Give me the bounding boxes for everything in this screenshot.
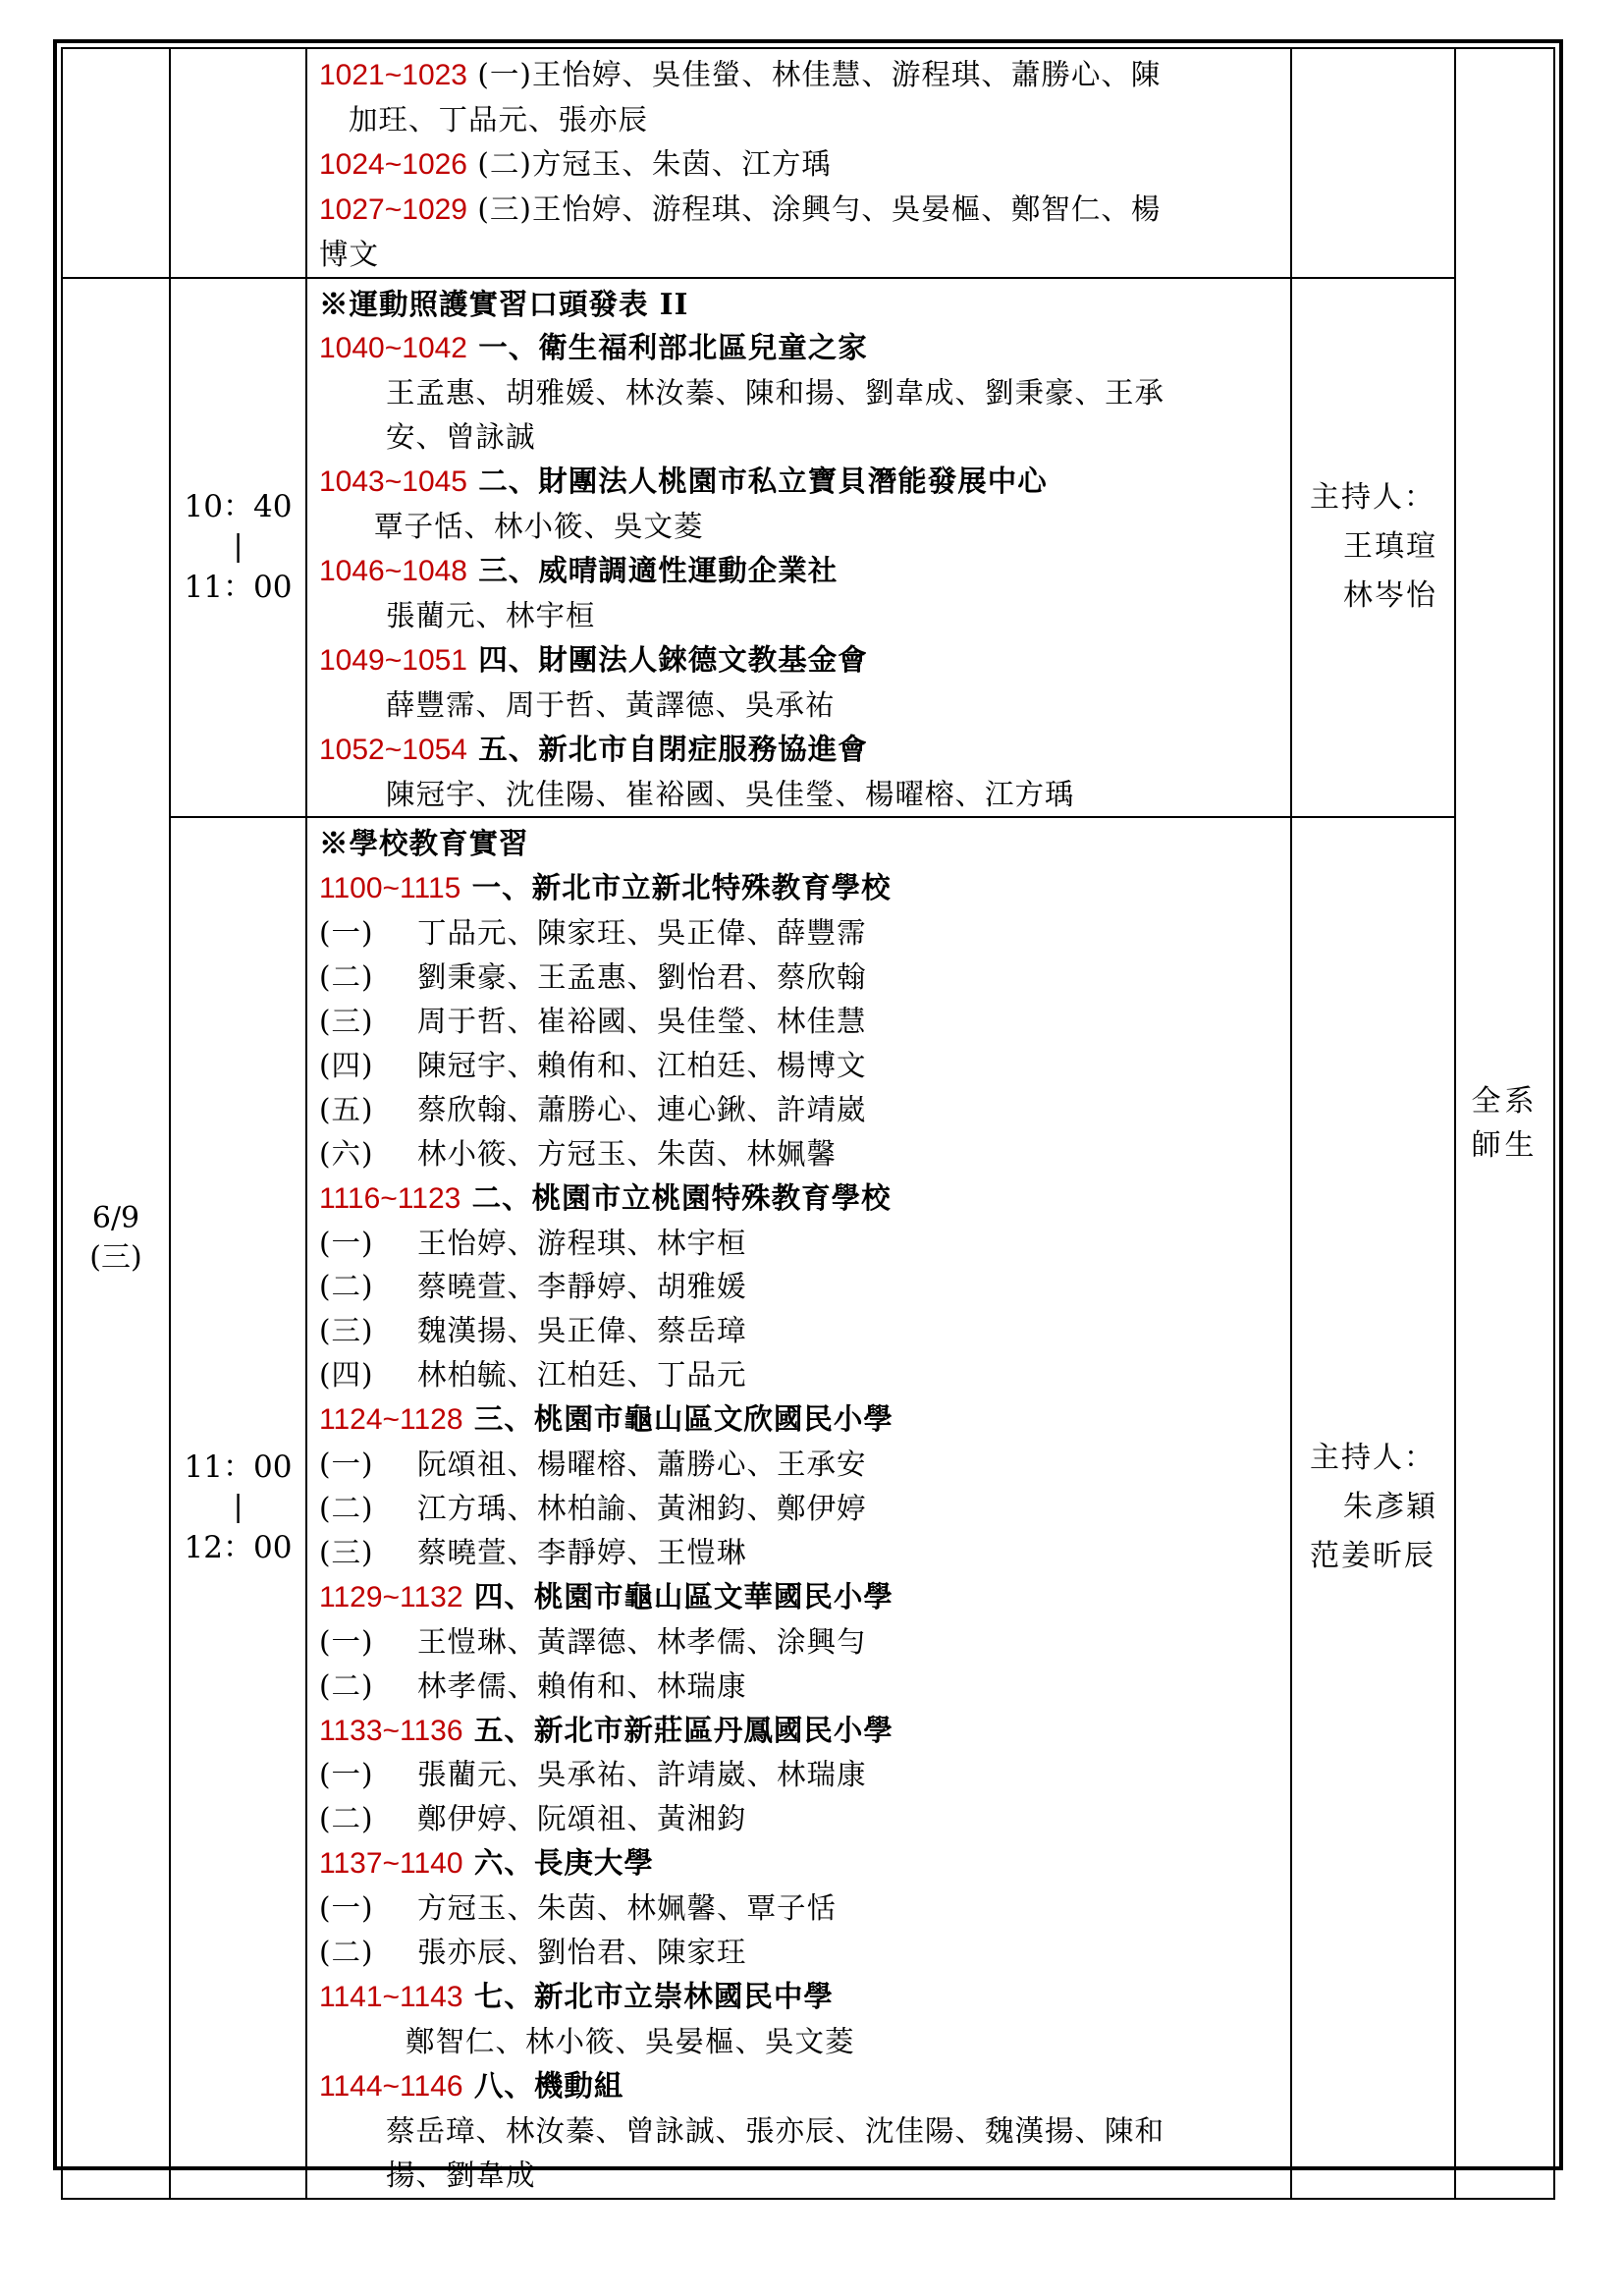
group-names: (二)方冠玉、朱茵、江方瑀: [467, 146, 832, 181]
presentation-code: 1144~1146: [319, 2069, 463, 2103]
content-cell: [306, 817, 1291, 2198]
group-names: 蔡欣翰、蕭勝心、連心鍬、許靖崴: [417, 1092, 867, 1126]
member-names: 陳冠宇、沈佳陽、崔裕國、吳佳瑩、楊曜榕、江方瑀: [386, 777, 1075, 811]
org-title: 五、新北市自閉症服務協進會: [467, 731, 868, 766]
presentation-code: 1021~1023: [319, 59, 467, 91]
group-names: 丁品元、陳家玨、吳正偉、薛豐霈: [417, 916, 867, 951]
group-label: (二): [319, 1270, 374, 1304]
group-label: (二): [319, 1492, 374, 1525]
time-separator: |: [233, 1490, 244, 1525]
group-names: 加玨、丁品元、張亦辰: [349, 102, 649, 137]
host-label: 主持人：: [1310, 480, 1435, 516]
host-cell-empty: [1291, 48, 1455, 278]
member-names: 揚、劉韋成: [386, 2158, 536, 2192]
group-names: 林柏毓、江柏廷、丁品元: [417, 1358, 747, 1393]
participants-line: 全系: [1471, 1083, 1539, 1119]
school-title: 二、桃園市立桃園特殊教育學校: [460, 1179, 892, 1215]
member-names: 王孟惠、胡雅媛、林汝蓁、陳和揚、劉韋成、劉秉豪、王承: [386, 376, 1165, 410]
presentation-code: 1040~1042: [319, 332, 467, 365]
schedule-row: [62, 817, 1554, 2198]
org-title: 一、衛生福利部北區兒童之家: [467, 330, 868, 365]
presentation-code: 1046~1048: [319, 554, 467, 587]
group-label: (一): [319, 1226, 374, 1260]
member-names: 薛豐霈、周于哲、黃譯德、吳承祐: [386, 687, 836, 722]
schedule-sheet: [53, 39, 1563, 2192]
presentation-code: 1024~1026: [319, 147, 467, 181]
time-cell: [170, 817, 306, 2198]
group-label: (一): [319, 1758, 374, 1792]
host-name: 朱彥穎: [1343, 1490, 1437, 1525]
participants-cell: [1455, 48, 1554, 2199]
presentation-code: 1100~1115: [319, 872, 461, 905]
group-names: (一)王怡婷、吳佳螢、林佳慧、游程琪、蕭勝心、陳: [467, 58, 1162, 91]
date-cell-empty: [62, 48, 170, 278]
group-label: (一): [319, 1448, 374, 1482]
presentation-code: 1141~1143: [319, 1980, 463, 2013]
date-cell: [62, 278, 170, 2199]
group-label: (三): [319, 1535, 374, 1569]
presentation-code: 1124~1128: [319, 1403, 463, 1437]
presentation-code: 1137~1140: [319, 1847, 463, 1881]
org-title: 四、財團法人錸德文教基金會: [467, 641, 868, 677]
group-label: (三): [319, 1005, 374, 1039]
school-title: 三、桃園市龜山區文欣國民小學: [462, 1401, 893, 1437]
presentation-code: 1052~1054: [319, 733, 467, 766]
schedule-row: [62, 278, 1554, 818]
member-names: 覃子恬、林小筱、吳文菱: [374, 510, 704, 544]
group-label: (四): [319, 1358, 374, 1393]
host-name: 范姜昕辰: [1310, 1539, 1435, 1574]
time-start: 11：00: [184, 1449, 293, 1486]
group-names: 鄭伊婷、阮頌祖、黃湘鈞: [417, 1802, 747, 1836]
time-end: 11：00: [184, 570, 293, 606]
time-cell: [170, 278, 306, 818]
group-names: (三)王怡婷、游程琪、涂興勻、吳晏樞、鄭智仁、楊: [467, 191, 1162, 226]
content-cell: [306, 48, 1291, 278]
school-title: 四、桃園市龜山區文華國民小學: [462, 1578, 893, 1613]
time-start: 10：40: [184, 489, 293, 525]
date-label: 6/9: [91, 1200, 140, 1235]
presentation-code: 1027~1029: [319, 192, 467, 226]
group-names: 張亦辰、劉怡君、陳家玨: [417, 1936, 747, 1970]
group-label: (一): [319, 1891, 374, 1926]
weekday-label: (三): [89, 1239, 142, 1275]
member-names: 蔡岳璋、林汝蓁、曾詠誠、張亦辰、沈佳陽、魏漢揚、陳和: [386, 2113, 1165, 2148]
time-cell-empty: [170, 48, 306, 278]
group-names: 林孝儒、賴侑和、林瑞康: [417, 1668, 747, 1703]
host-label: 主持人：: [1310, 1441, 1435, 1476]
presentation-code: 1116~1123: [319, 1181, 461, 1215]
member-names: 安、曾詠誠: [386, 420, 536, 455]
group-label: (四): [319, 1048, 374, 1082]
time-separator: |: [233, 529, 244, 565]
group-names: 方冠玉、朱茵、林姵馨、覃子恬: [417, 1891, 838, 1926]
group-label: (六): [319, 1136, 374, 1171]
school-title: 六、長庚大學: [462, 1845, 654, 1881]
group-label: (二): [319, 1802, 374, 1836]
presentation-code: 1043~1045: [319, 465, 467, 499]
school-title: 八、機動組: [462, 2067, 624, 2103]
host-name: 王瑱瑄: [1343, 529, 1437, 565]
group-names: 陳冠宇、賴侑和、江柏廷、楊博文: [417, 1048, 867, 1082]
org-title: 二、財團法人桃園市私立寶貝潛能發展中心: [467, 464, 1048, 499]
presentation-code: 1133~1136: [319, 1714, 463, 1747]
group-names: 王愷琳、黃譯德、林孝儒、涂興勻: [417, 1624, 867, 1659]
member-names: 鄭智仁、林小筱、吳晏樞、吳文菱: [406, 2024, 855, 2058]
group-label: (三): [319, 1314, 374, 1348]
schedule-row: [62, 48, 1554, 278]
group-names: 林小筱、方冠玉、朱茵、林姵馨: [417, 1136, 838, 1171]
group-label: (五): [319, 1092, 374, 1126]
school-title: 七、新北市立崇林國民中學: [462, 1978, 834, 2013]
group-names: 魏漢揚、吳正偉、蔡岳璋: [417, 1314, 747, 1348]
schedule-table: [61, 47, 1555, 2200]
time-end: 12：00: [184, 1530, 293, 1566]
presentation-code: 1049~1051: [319, 643, 467, 677]
group-label: (一): [319, 916, 374, 951]
group-names: 阮頌祖、楊曜榕、蕭勝心、王承安: [417, 1448, 867, 1482]
group-names: 劉秉豪、王孟惠、劉怡君、蔡欣翰: [417, 960, 867, 995]
section-title: ※學校教育實習: [319, 826, 529, 861]
group-label: (一): [319, 1624, 374, 1659]
group-names: 博文: [319, 237, 380, 271]
group-names: 蔡曉萱、李靜婷、胡雅媛: [417, 1270, 747, 1304]
group-names: 周于哲、崔裕國、吳佳瑩、林佳慧: [417, 1005, 867, 1039]
group-label: (二): [319, 960, 374, 995]
member-names: 張藺元、林宇桓: [386, 598, 596, 632]
org-title: 三、威晴調適性運動企業社: [467, 552, 839, 587]
school-title: 一、新北市立新北特殊教育學校: [460, 870, 892, 905]
host-name: 林岑怡: [1343, 578, 1437, 614]
group-names: 張藺元、吳承祐、許靖崴、林瑞康: [417, 1758, 867, 1792]
presentation-code: 1129~1132: [319, 1580, 463, 1613]
group-names: 江方瑀、林柏諭、黃湘鈞、鄭伊婷: [417, 1492, 867, 1525]
school-title: 五、新北市新莊區丹鳳國民小學: [462, 1712, 893, 1747]
participants-line: 師生: [1471, 1127, 1539, 1163]
group-names: 王怡婷、游程琪、林宇桓: [417, 1226, 747, 1260]
group-label: (二): [319, 1936, 374, 1970]
group-names: 蔡曉萱、李靜婷、王愷琳: [417, 1535, 747, 1569]
host-cell: [1291, 817, 1455, 2198]
host-cell: [1291, 278, 1455, 818]
group-label: (二): [319, 1668, 374, 1703]
section-title: ※運動照護實習口頭發表 II: [319, 286, 689, 321]
content-cell: [306, 278, 1291, 818]
